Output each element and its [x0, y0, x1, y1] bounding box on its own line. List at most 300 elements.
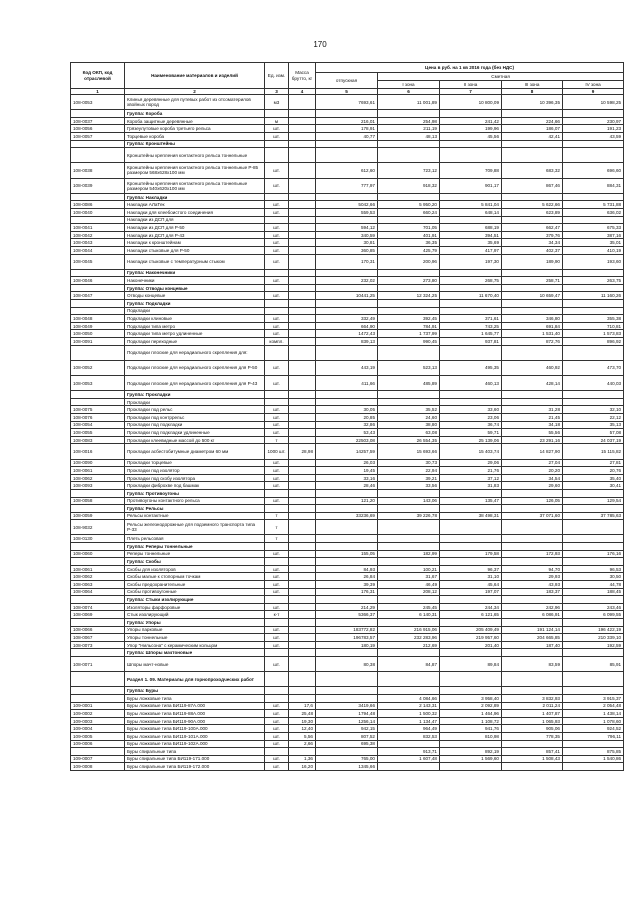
cell-code: 109-0007 — [71, 755, 125, 763]
cell-zone4-price — [563, 284, 624, 292]
cell-name: Прокладки торцевые — [125, 459, 265, 467]
cell-code: 108-0090 — [71, 459, 125, 467]
cell-zone3-price: 126,05 — [502, 497, 563, 505]
cell-code: 108-0067 — [71, 634, 125, 642]
table-row — [71, 459, 624, 467]
table-row — [71, 725, 624, 733]
cell-zone2-price — [440, 596, 502, 604]
cell-mass — [289, 322, 316, 330]
cell-zone4-price — [563, 269, 624, 277]
table-row — [71, 603, 624, 611]
cell-unit: шт. — [265, 413, 289, 421]
cell-mass: 25,48 — [289, 710, 316, 718]
cell-zone1-price: 15 693,66 — [378, 444, 440, 459]
table-row — [71, 717, 624, 725]
cell-zone3-price: 258,71 — [502, 277, 563, 285]
cell-zone3-price: 460,92 — [502, 360, 563, 375]
cell-zone4-price: 5 731,88 — [563, 201, 624, 209]
cell-code: 108-0062 — [71, 474, 125, 482]
cell-release-price: 20,85 — [316, 413, 378, 421]
cell-zone4-price — [563, 543, 624, 551]
cell-unit: шт. — [265, 330, 289, 338]
cell-unit: шт. — [265, 581, 289, 589]
cell-zone4-price: 35,13 — [563, 421, 624, 429]
cell-zone1-price: 39,21 — [378, 474, 440, 482]
cell-release-price: 26,03 — [316, 459, 378, 467]
cell-zone4-price: 32,10 — [563, 406, 624, 414]
cell-release-price: 26,84 — [316, 573, 378, 581]
cell-zone1-price: 39 226,78 — [378, 512, 440, 520]
table-row — [71, 649, 624, 657]
cell-zone2-price: 371,61 — [440, 315, 502, 323]
cell-code — [71, 307, 125, 315]
cell-zone4-price — [563, 558, 624, 566]
cell-zone2-price — [440, 148, 502, 163]
cell-mass — [289, 748, 316, 756]
cell-zone1-price — [378, 619, 440, 627]
cell-name: Противоугоны контактного рельса — [125, 497, 265, 505]
cell-zone3-price: 867,46 — [502, 178, 563, 193]
cell-zone2-price: 45,56 — [440, 133, 502, 141]
cell-unit: шт. — [265, 322, 289, 330]
cell-mass — [289, 110, 316, 118]
cell-release-price: 232,02 — [316, 277, 378, 285]
cell-unit: м3 — [265, 95, 289, 110]
cell-mass — [289, 95, 316, 110]
cell-unit: шт. — [265, 550, 289, 558]
cell-mass — [289, 406, 316, 414]
cell-zone3-price: 691,84 — [502, 322, 563, 330]
cell-release-price: 332,49 — [316, 315, 378, 323]
cell-name: Буры ложковые типа БИ119-102А.000 — [125, 740, 265, 748]
table-row — [71, 573, 624, 581]
cell-code: 108-0063 — [71, 581, 125, 589]
table-row — [71, 117, 624, 125]
cell-unit: шт. — [265, 125, 289, 133]
cell-zone4-price: 355,38 — [563, 315, 624, 323]
cell-release-price: 807,52 — [316, 732, 378, 740]
cell-release-price: 411,66 — [316, 376, 378, 391]
cell-release-price: 777,97 — [316, 178, 378, 193]
table-row — [71, 269, 624, 277]
cell-name: Кронштейны крепления контактного рельса тоннельные — [125, 148, 265, 163]
cell-mass — [289, 535, 316, 543]
cell-zone3-price: 6 086,91 — [502, 611, 563, 619]
header-name: Наименование материалов и изделий — [125, 63, 265, 89]
table-row — [71, 360, 624, 375]
cell-code — [71, 300, 125, 308]
cell-name: Скобы для изоляторов — [125, 565, 265, 573]
cell-code: 108-0075 — [71, 406, 125, 414]
cell-release-price: 40,77 — [316, 133, 378, 141]
cell-zone1-price: 392,45 — [378, 315, 440, 323]
cell-code — [71, 489, 125, 497]
cell-name: Прокладки под скобу изолятора — [125, 474, 265, 482]
price-table — [70, 62, 624, 771]
cell-zone3-price — [502, 300, 563, 308]
cell-release-price: 839,13 — [316, 338, 378, 346]
cell-release-price: 559,53 — [316, 208, 378, 216]
cell-zone4-price — [563, 687, 624, 695]
cell-zone3-price: 1 531,40 — [502, 330, 563, 338]
cell-code: 108-0076 — [71, 413, 125, 421]
cell-release-price — [316, 543, 378, 551]
cell-name: Подкладки типа метро удлиненные — [125, 330, 265, 338]
cell-release-price: 32,86 — [316, 421, 378, 429]
cell-code: 108-0041 — [71, 224, 125, 232]
cell-unit: шт. — [265, 292, 289, 300]
cell-unit: шт. — [265, 482, 289, 490]
cell-unit: шт. — [265, 277, 289, 285]
cell-zone1-price: 5 950,20 — [378, 201, 440, 209]
cell-code: 108-0045 — [71, 254, 125, 269]
cell-zone4-price: 27,81 — [563, 459, 624, 467]
cell-zone1-price: 100,21 — [378, 565, 440, 573]
cell-zone3-price: 346,80 — [502, 315, 563, 323]
cell-zone2-price — [440, 110, 502, 118]
cell-zone4-price: 43,59 — [563, 133, 624, 141]
cell-name: Стык изолирующий — [125, 611, 265, 619]
cell-name: Группа: Реперы тоннельные — [125, 543, 265, 551]
cell-mass: 12,40 — [289, 725, 316, 733]
cell-name: Реперы тоннельные — [125, 550, 265, 558]
cell-zone3-price: 55,56 — [502, 429, 563, 437]
cell-release-price: 695,38 — [316, 740, 378, 748]
cell-zone2-price: 5 841,04 — [440, 201, 502, 209]
cell-name: Рельсы железнодорожные для подземного транспорта типа Р-33 — [125, 520, 265, 535]
cell-zone1-price: 1 607,48 — [378, 755, 440, 763]
cell-zone4-price — [563, 216, 624, 224]
cell-zone3-price: 37 071,60 — [502, 512, 563, 520]
cell-unit: шт. — [265, 641, 289, 649]
cell-code: 108-0046 — [71, 277, 125, 285]
cell-name: Группа: Рельсы — [125, 505, 265, 513]
cell-name: Группа: Отводы концевые — [125, 284, 265, 292]
cell-zone2-price: 6 121,65 — [440, 611, 502, 619]
cell-zone1-price — [378, 216, 440, 224]
cell-unit: шт. — [265, 763, 289, 771]
table-row — [71, 231, 624, 239]
cell-code — [71, 505, 125, 513]
cell-code — [71, 398, 125, 406]
cell-code: 108-0057 — [71, 133, 125, 141]
cell-zone3-price: 29,93 — [502, 573, 563, 581]
table-row — [71, 125, 624, 133]
cell-code: 108-0039 — [71, 178, 125, 193]
cell-name: Группа: Шпоры мачтоновые — [125, 649, 265, 657]
table-row — [71, 239, 624, 247]
cell-unit — [265, 216, 289, 224]
table-row — [71, 687, 624, 695]
cell-zone1-price: 918,32 — [378, 178, 440, 193]
cell-zone1-price: 660,24 — [378, 208, 440, 216]
cell-release-price: 360,85 — [316, 246, 378, 254]
cell-zone4-price: 192,59 — [563, 641, 624, 649]
cell-zone2-price: 892,19 — [440, 748, 502, 756]
cell-code — [71, 269, 125, 277]
cell-zone4-price — [563, 505, 624, 513]
cell-zone4-price: 30,50 — [563, 573, 624, 581]
cell-zone4-price: 230,97 — [563, 117, 624, 125]
cell-zone2-price: 241,42 — [440, 117, 502, 125]
cell-zone3-price: 872,76 — [502, 338, 563, 346]
cell-code: 108-0042 — [71, 231, 125, 239]
cell-unit: шт. — [265, 740, 289, 748]
table-row — [71, 292, 624, 300]
cell-name: Группа: Буры — [125, 687, 265, 695]
cell-release-price: 170,31 — [316, 254, 378, 269]
cell-zone4-price: 710,81 — [563, 322, 624, 330]
cell-unit: шт. — [265, 163, 289, 178]
cell-zone4-price — [563, 398, 624, 406]
cell-zone3-price — [502, 649, 563, 657]
cell-zone4-price: 884,31 — [563, 178, 624, 193]
cell-name: Накладки для клеебоистого соединения — [125, 208, 265, 216]
cell-zone3-price: 5 622,66 — [502, 201, 563, 209]
cell-code: 108-0055 — [71, 429, 125, 437]
cell-zone3-price: 2 011,24 — [502, 702, 563, 710]
cell-release-price — [316, 505, 378, 513]
cell-release-price: 5042,66 — [316, 201, 378, 209]
cell-code: 108-0052 — [71, 360, 125, 375]
cell-code: 109-0001 — [71, 702, 125, 710]
cell-name: Скобы малые к стопорным точкам — [125, 573, 265, 581]
cell-zone4-price: 636,02 — [563, 208, 624, 216]
cell-zone3-price — [502, 520, 563, 535]
cell-zone3-price: 683,32 — [502, 163, 563, 178]
table-row — [71, 694, 624, 702]
cell-zone2-price — [440, 193, 502, 201]
cell-zone3-price: 242,96 — [502, 603, 563, 611]
cell-zone4-price — [563, 763, 624, 771]
cell-name: Прокладки под подкладки удлиненные — [125, 429, 265, 437]
cell-mass — [289, 125, 316, 133]
table-row — [71, 163, 624, 178]
table-row — [71, 429, 624, 437]
cell-name: Группа: Кронштейны — [125, 140, 265, 148]
cell-zone1-price — [378, 489, 440, 497]
cell-mass — [289, 201, 316, 209]
cell-mass — [289, 231, 316, 239]
cell-release-price — [316, 345, 378, 360]
cell-zone4-price: 85,91 — [563, 656, 624, 671]
cell-release-price — [316, 535, 378, 543]
cell-zone1-price: 63,08 — [378, 429, 440, 437]
cell-unit — [265, 505, 289, 513]
cell-unit: шт. — [265, 603, 289, 611]
cell-mass — [289, 140, 316, 148]
col-num: 5 — [316, 89, 378, 95]
header-zone4: IV зона — [563, 81, 624, 89]
cell-zone1-price: 254,98 — [378, 117, 440, 125]
cell-zone2-price: 394,51 — [440, 231, 502, 239]
cell-zone3-price: 10 396,35 — [502, 95, 563, 110]
cell-zone1-price: 701,05 — [378, 224, 440, 232]
cell-zone4-price — [563, 148, 624, 163]
cell-release-price: 3419,66 — [316, 702, 378, 710]
cell-release-price: 176,31 — [316, 588, 378, 596]
header-price-group: Цена в руб. на 1 кв 2016 года (без НДС) — [316, 63, 624, 73]
cell-release-price — [316, 193, 378, 201]
cell-zone4-price: 696,60 — [563, 163, 624, 178]
cell-release-price — [316, 110, 378, 118]
cell-zone2-price: 23,06 — [440, 413, 502, 421]
cell-mass — [289, 391, 316, 399]
cell-name: Скобы противоугонные — [125, 588, 265, 596]
cell-release-price — [316, 269, 378, 277]
cell-zone2-price: 709,88 — [440, 163, 502, 178]
cell-zone2-price: 35,69 — [440, 239, 502, 247]
cell-zone3-price — [502, 110, 563, 118]
cell-mass — [289, 550, 316, 558]
cell-zone3-price — [502, 193, 563, 201]
cell-name: Накладки из ДСП для Р-50 — [125, 224, 265, 232]
cell-zone3-price — [502, 543, 563, 551]
cell-zone2-price: 36,74 — [440, 421, 502, 429]
cell-code: 109-0004 — [71, 725, 125, 733]
cell-zone2-price: 205 409,49 — [440, 626, 502, 634]
cell-zone3-price: 905,06 — [502, 725, 563, 733]
cell-mass — [289, 482, 316, 490]
cell-zone4-price: 1 540,86 — [563, 755, 624, 763]
cell-zone1-price: 24,60 — [378, 413, 440, 421]
cell-release-price: 216,01 — [316, 117, 378, 125]
cell-name: Подкладки типа метро — [125, 322, 265, 330]
cell-code — [71, 193, 125, 201]
cell-unit: шт. — [265, 239, 289, 247]
cell-code: 108-0083 — [71, 436, 125, 444]
cell-name: Наконечники — [125, 277, 265, 285]
cell-zone1-price: 33,56 — [378, 482, 440, 490]
cell-mass — [289, 626, 316, 634]
table-row — [71, 611, 624, 619]
cell-zone4-price — [563, 520, 624, 535]
cell-mass — [289, 505, 316, 513]
cell-mass — [289, 315, 316, 323]
cell-mass — [289, 239, 316, 247]
cell-release-price: 178,91 — [316, 125, 378, 133]
cell-zone4-price: 675,33 — [563, 224, 624, 232]
cell-code — [71, 558, 125, 566]
cell-zone1-price — [378, 505, 440, 513]
cell-zone1-price: 38,80 — [378, 421, 440, 429]
cell-name: Упоры парковые — [125, 626, 265, 634]
cell-zone3-price — [502, 140, 563, 148]
cell-unit — [265, 140, 289, 148]
cell-zone1-price: 36,35 — [378, 239, 440, 247]
cell-unit: шт. — [265, 208, 289, 216]
cell-name: Накладки к кронштейнам — [125, 239, 265, 247]
cell-zone2-price: 59,71 — [440, 429, 502, 437]
cell-zone3-price: 34,54 — [502, 474, 563, 482]
cell-mass — [289, 672, 316, 687]
cell-zone3-price: 189,90 — [502, 254, 563, 269]
cell-zone3-price: 3 832,93 — [502, 694, 563, 702]
table-row — [71, 558, 624, 566]
cell-zone1-price — [378, 672, 440, 687]
cell-zone4-price: 15 115,82 — [563, 444, 624, 459]
cell-zone1-price — [378, 140, 440, 148]
cell-zone2-price: 2 092,89 — [440, 702, 502, 710]
cell-zone4-price: 3 915,37 — [563, 694, 624, 702]
table-row — [71, 543, 624, 551]
cell-zone1-price — [378, 391, 440, 399]
cell-release-price — [316, 489, 378, 497]
table-row — [71, 444, 624, 459]
cell-release-price: 121,20 — [316, 497, 378, 505]
cell-zone2-price — [440, 649, 502, 657]
cell-zone2-price: 244,34 — [440, 603, 502, 611]
cell-zone3-price: 1 407,87 — [502, 710, 563, 718]
cell-zone4-price: 57,08 — [563, 429, 624, 437]
cell-zone1-price: 723,12 — [378, 163, 440, 178]
table-row — [71, 520, 624, 535]
cell-zone3-price — [502, 345, 563, 360]
cell-release-price: 14257,59 — [316, 444, 378, 459]
cell-zone1-price — [378, 558, 440, 566]
cell-code: 108-0064 — [71, 588, 125, 596]
cell-zone4-price — [563, 596, 624, 604]
cell-zone3-price: 31,28 — [502, 406, 563, 414]
cell-name: Группа: Короба — [125, 110, 265, 118]
table-row — [71, 322, 624, 330]
cell-zone2-price — [440, 505, 502, 513]
cell-unit — [265, 193, 289, 201]
col-num: 1 — [71, 89, 125, 95]
cell-name: Подкладки плоские для нерадиального скрепления для Р-50 — [125, 360, 265, 375]
cell-name: Шпоры мачт-новые — [125, 656, 265, 671]
table-row — [71, 391, 624, 399]
cell-release-price: 22503,08 — [316, 436, 378, 444]
cell-unit: шт. — [265, 474, 289, 482]
cell-code: 108-0062 — [71, 573, 125, 581]
cell-zone4-price: 96,53 — [563, 565, 624, 573]
cell-name: Буры ложковые типа БИ119-100А.000 — [125, 725, 265, 733]
cell-name: Рельсы контактные — [125, 512, 265, 520]
cell-unit: шт. — [265, 626, 289, 634]
cell-mass — [289, 543, 316, 551]
cell-unit: шт. — [265, 246, 289, 254]
cell-zone3-price — [502, 672, 563, 687]
cell-zone1-price — [378, 148, 440, 163]
cell-zone2-price — [440, 489, 502, 497]
cell-zone4-price — [563, 535, 624, 543]
cell-mass — [289, 489, 316, 497]
cell-mass — [289, 345, 316, 360]
cell-zone2-price — [440, 391, 502, 399]
cell-zone2-price: 38 498,31 — [440, 512, 502, 520]
cell-unit — [265, 398, 289, 406]
cell-zone4-price: 1 438,14 — [563, 710, 624, 718]
cell-release-price — [316, 398, 378, 406]
cell-release-price — [316, 148, 378, 163]
cell-zone1-price: 523,13 — [378, 360, 440, 375]
cell-release-price — [316, 672, 378, 687]
table-row — [71, 565, 624, 573]
cell-unit — [265, 558, 289, 566]
cell-zone1-price — [378, 307, 440, 315]
cell-zone3-price: 662,47 — [502, 224, 563, 232]
cell-name: Буры ложковые типа — [125, 694, 265, 702]
cell-release-price — [316, 619, 378, 627]
cell-name: Подкладки переходные — [125, 338, 265, 346]
cell-mass: 17,6 — [289, 702, 316, 710]
cell-mass — [289, 330, 316, 338]
table-row — [71, 512, 624, 520]
cell-zone1-price — [378, 345, 440, 360]
cell-release-price: 33236,69 — [316, 512, 378, 520]
cell-zone1-price: 30,73 — [378, 459, 440, 467]
